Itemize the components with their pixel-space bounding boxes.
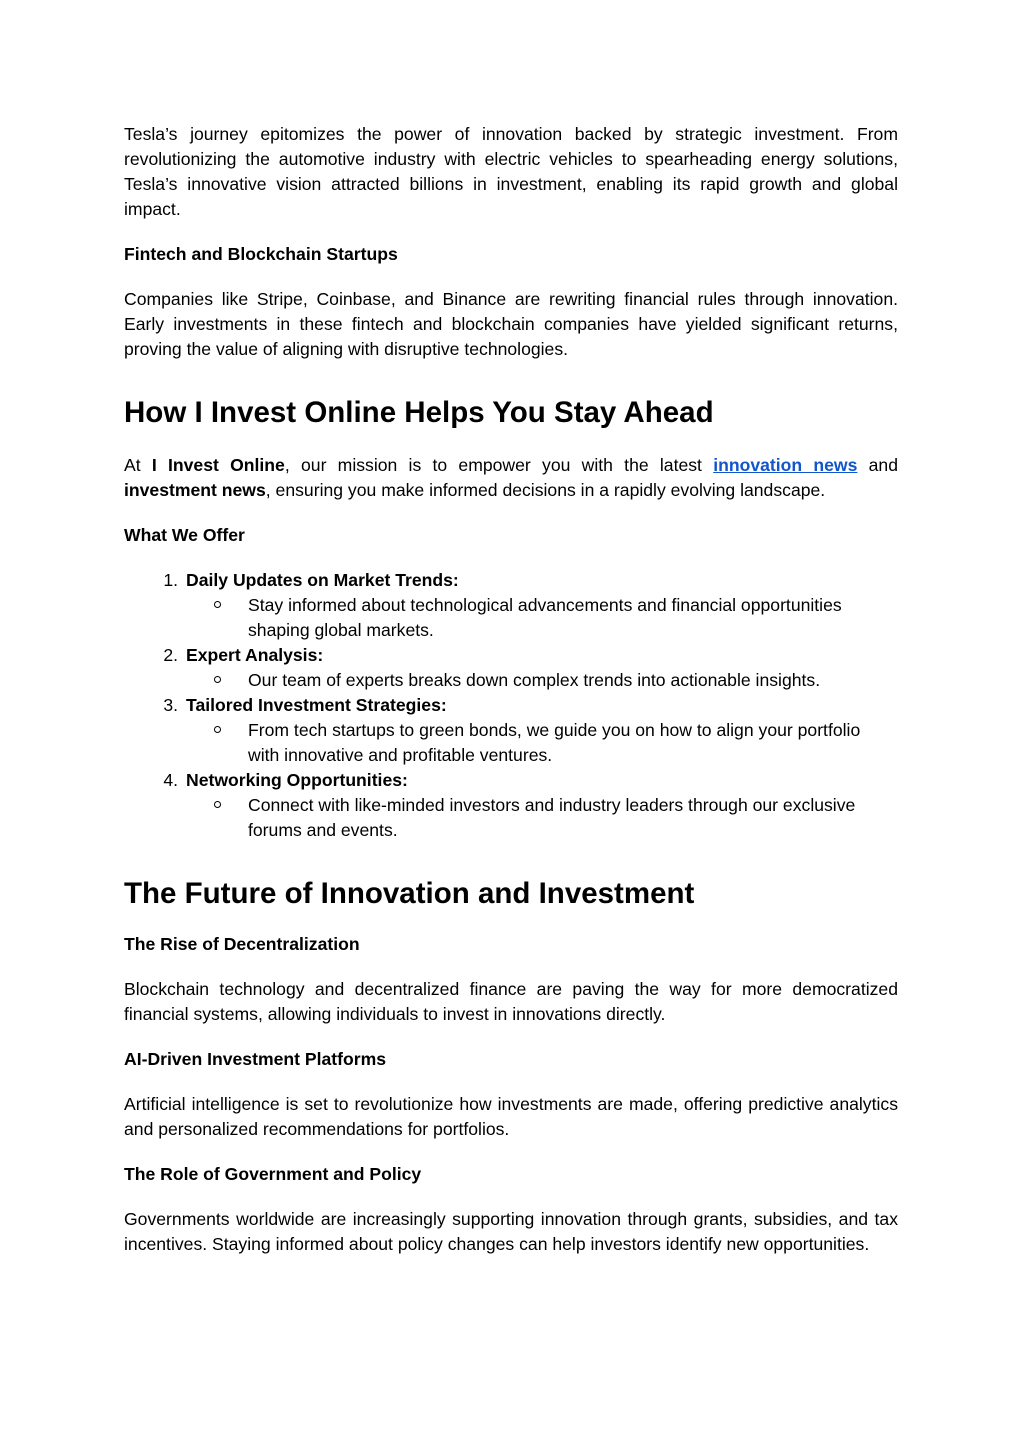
- what-we-offer-heading: What We Offer: [124, 525, 245, 545]
- mission-prefix: At: [124, 455, 152, 475]
- fintech-paragraph: Companies like Stripe, Coinbase, and Binance are rewriting financial rules through innovation. Early investments in these fintech and blockchain companies have yielded significant returns, proving the value of aligning with disruptive technologies.: [124, 289, 898, 359]
- mission-suffix: , ensuring you make informed decisions in a rapidly evolving landscape.: [265, 480, 826, 500]
- offer-detail-text: Connect with like-minded investors and industry leaders through our exclusive forums and events.: [248, 795, 856, 840]
- offer-title: Daily Updates on Market Trends:: [186, 570, 459, 590]
- ai-platforms-paragraph: Artificial intelligence is set to revolutionize how investments are made, offering predictive analytics and personalized recommendations for portfolios.: [124, 1094, 898, 1139]
- offer-detail: [186, 793, 888, 843]
- mission-mid: , our mission is to empower you with the latest: [284, 455, 714, 475]
- investment-news-term: investment news: [124, 480, 266, 500]
- ai-platforms-heading: AI-Driven Investment Platforms: [124, 1049, 387, 1069]
- mission-paragraph: [124, 453, 898, 503]
- intro-paragraph: Tesla’s journey epitomizes the power of innovation backed by strategic investment. From revolutionizing the automotive industry with electric vehicles to spearheading energy solutions, Tesla’s innovative vision attracted billions in investment, enabling its rapid growth and global impact.: [124, 124, 898, 219]
- offer-title: Expert Analysis:: [186, 645, 324, 665]
- offer-detail-list: [186, 793, 898, 843]
- offer-detail-text: From tech startups to green bonds, we guide you on how to align your portfolio with innovative and profitable ventures.: [248, 720, 861, 765]
- offer-detail: [186, 593, 888, 643]
- fintech-heading: Fintech and Blockchain Startups: [124, 244, 398, 264]
- offer-item: [124, 693, 898, 768]
- innovation-news-link[interactable]: innovation news: [713, 455, 858, 475]
- offer-detail-list: [186, 668, 898, 693]
- offer-list: [124, 568, 898, 843]
- government-policy-heading: The Role of Government and Policy: [124, 1164, 422, 1184]
- offer-item: [124, 643, 898, 693]
- offer-number: 1.: [163, 570, 178, 590]
- hollow-bullet-icon: [214, 726, 221, 733]
- offer-detail-list: [186, 718, 898, 768]
- brand-name: I Invest Online: [151, 455, 285, 475]
- offer-title: Tailored Investment Strategies:: [186, 695, 447, 715]
- offer-detail: [186, 718, 888, 768]
- offer-detail-text: Our team of experts breaks down complex trends into actionable insights.: [248, 670, 821, 690]
- offer-detail-list: [186, 593, 898, 643]
- offer-title: Networking Opportunities:: [186, 770, 408, 790]
- decentralization-paragraph: Blockchain technology and decentralized finance are paving the way for more democratized financial systems, allowing individuals to invest in innovations directly.: [124, 979, 898, 1024]
- offer-detail: [186, 668, 888, 693]
- offer-number: 2.: [163, 645, 178, 665]
- hollow-bullet-icon: [214, 601, 221, 608]
- decentralization-heading: The Rise of Decentralization: [124, 934, 360, 954]
- offer-detail-text: Stay informed about technological advancements and financial opportunities shaping global markets.: [248, 595, 842, 640]
- government-policy-paragraph: Governments worldwide are increasingly supporting innovation through grants, subsidies, and tax incentives. Staying informed about policy changes can help investors identify new opportunities.: [124, 1209, 898, 1254]
- hollow-bullet-icon: [214, 676, 221, 683]
- how-section-heading: How I Invest Online Helps You Stay Ahead: [124, 396, 714, 429]
- offer-item: [124, 568, 898, 643]
- future-section-heading: The Future of Innovation and Investment: [124, 877, 695, 910]
- offer-number: 3.: [163, 695, 178, 715]
- hollow-bullet-icon: [214, 801, 221, 808]
- offer-item: [124, 768, 898, 843]
- offer-number: 4.: [163, 770, 178, 790]
- mission-and: and: [857, 455, 898, 475]
